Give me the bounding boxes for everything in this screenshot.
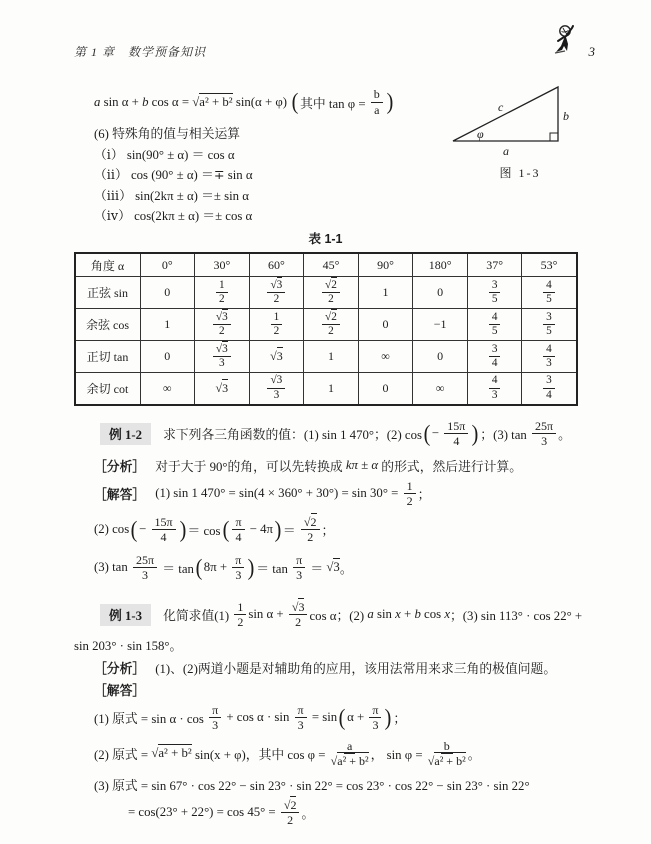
- fraction-denominator: 2: [219, 325, 225, 338]
- fraction-numerator: [267, 375, 285, 389]
- table-cell: [304, 341, 359, 373]
- math-token: ；(3) sin 113° · cos 22° +: [450, 609, 583, 624]
- fraction-denominator: 3: [546, 357, 552, 370]
- table-cell: [522, 373, 577, 405]
- table-cell: [358, 341, 413, 373]
- table-row-label: 余弦 cos: [75, 309, 141, 341]
- fraction-numerator: π: [232, 554, 244, 569]
- fraction: [322, 280, 340, 307]
- fraction-numerator: 15π: [444, 420, 468, 435]
- math-variable: kπ ± α: [345, 458, 379, 473]
- list-item-iii: （ⅲ） sin(2kπ ± α) ＝± sin α: [94, 188, 249, 203]
- table-cell: [140, 373, 195, 405]
- table-cell: [413, 277, 468, 309]
- fraction-denominator: 3: [219, 357, 225, 370]
- math-token: −: [139, 522, 150, 537]
- math-token: 求下列各三角函数的值：(1) sin 1 470°；(2) cos: [163, 428, 422, 443]
- math-variable: a: [367, 607, 374, 622]
- math-token: 8π +: [203, 560, 231, 575]
- table-cell: [358, 373, 413, 405]
- triangle-label-a: a: [503, 144, 509, 158]
- fraction-denominator: 3: [273, 389, 280, 402]
- radicand: 2: [310, 514, 317, 529]
- fraction-numerator: [322, 312, 340, 326]
- radicand: 3: [276, 374, 283, 387]
- math-token: = sin: [308, 710, 338, 725]
- radicand: 3: [333, 560, 340, 575]
- fraction-numerator: 1: [271, 312, 283, 326]
- fraction: [209, 704, 221, 732]
- table-cell: [413, 373, 468, 405]
- fraction-numerator: π: [295, 704, 307, 719]
- radical: √3: [270, 278, 283, 291]
- fraction-denominator: 2: [273, 325, 280, 338]
- math-token: sin: [373, 607, 396, 622]
- chapter-title: 第 1 章 数学预备知识: [74, 45, 207, 59]
- math-token: (1) 原式 = sin α · cos: [94, 712, 208, 727]
- fraction: [267, 375, 285, 402]
- fraction-numerator: π: [293, 554, 305, 569]
- solution-step: [155, 480, 430, 508]
- table-cell: [140, 277, 195, 309]
- radical: √2: [325, 278, 337, 291]
- math-token: 0: [164, 285, 171, 300]
- fraction: [293, 554, 305, 582]
- radical: √3: [215, 381, 229, 396]
- fraction-denominator: 2: [295, 615, 302, 630]
- fraction-numerator: [267, 280, 285, 294]
- fraction-numerator: 3: [489, 280, 501, 294]
- radical: √3: [215, 310, 228, 323]
- fraction: [234, 601, 246, 629]
- fraction: [289, 601, 308, 629]
- math-token: sin α +: [248, 607, 287, 622]
- triangle-label-phi: φ: [477, 127, 484, 141]
- analysis-label: ［分析］: [94, 662, 146, 677]
- table-cell: [467, 309, 522, 341]
- table-cell: [249, 309, 304, 341]
- radical: √3: [270, 349, 283, 364]
- table-row: [75, 277, 577, 309]
- math-token: 0: [382, 317, 389, 332]
- fraction-denominator: [428, 754, 466, 768]
- radical: √a² + b²: [151, 746, 192, 761]
- table-cell: [304, 309, 359, 341]
- fraction-denominator: 3: [235, 568, 242, 583]
- math-token: 0: [437, 349, 444, 364]
- fraction: [232, 554, 244, 582]
- math-token: sin(α + φ): [232, 94, 291, 109]
- page-number: 3: [588, 44, 595, 59]
- math-token: 。: [339, 562, 353, 577]
- math-token: (3) tan: [94, 560, 131, 575]
- math-token: +: [400, 607, 415, 622]
- table-cell: [249, 373, 304, 405]
- math-token: −: [431, 426, 443, 441]
- table-row: [75, 341, 577, 373]
- fraction-numerator: 3: [543, 312, 555, 326]
- fraction: [543, 312, 555, 339]
- fraction-denominator: 4: [160, 530, 167, 545]
- fraction: [295, 704, 307, 732]
- fraction-numerator: b: [371, 88, 383, 103]
- math-token: 0: [164, 349, 171, 364]
- math-token: cos α；(2): [309, 609, 368, 624]
- table-cell: [522, 277, 577, 309]
- math-token: 1: [164, 317, 171, 332]
- fraction-numerator: 4: [489, 312, 501, 326]
- fraction: [267, 280, 285, 307]
- radical: √3: [215, 342, 228, 355]
- math-token: ∞: [435, 381, 445, 396]
- table-col-header: 90°: [358, 253, 413, 277]
- fraction: [532, 420, 556, 448]
- table-cell: [140, 341, 195, 373]
- fraction-numerator: 1: [404, 480, 416, 495]
- triangle-label-b: b: [563, 109, 569, 123]
- example-1-3-solution-1: (1) 原式 = sin α · cos $\frac{\pi}{3}$ + cos α · sin $\frac{\pi}{3}$ = sin ( α + $\frac{\pi}{3}$ ) ；: [94, 702, 407, 733]
- math-token: (3) 原式 = sin 67° · cos 22° − sin 23° · sin 22° = cos 23° · cos 22° − sin 23° · sin 22°: [94, 779, 530, 794]
- fraction-numerator: 3: [489, 344, 501, 358]
- fraction-numerator: 25π: [133, 554, 157, 569]
- example-1-2-solution-1: [94, 477, 651, 511]
- fraction-numerator: [301, 516, 320, 531]
- example-1-2-solution-2: (2) cos ( − $\frac{15\pi}{4}$ ) ＝ cos ( $\frac{\pi}{4}$ − 4π ) ＝ $\frac{√2}{2}$ ；: [94, 514, 335, 545]
- fraction-numerator: π: [209, 704, 221, 719]
- dancer-icon: [553, 24, 575, 60]
- radicand: 3: [276, 349, 283, 364]
- radical: √a² + b²: [192, 94, 233, 109]
- math-token: 1: [382, 285, 389, 300]
- table-title: 表 1-1: [308, 231, 343, 246]
- fraction: [331, 740, 369, 768]
- math-token: 1: [327, 349, 334, 364]
- fraction: [301, 516, 320, 544]
- math-token: α +: [347, 710, 368, 725]
- fraction-numerator: b: [441, 740, 453, 755]
- fraction-numerator: π: [369, 704, 381, 719]
- example-1-3-analysis: [94, 657, 651, 679]
- math-token: 的形式，然后进行计算。: [378, 460, 523, 475]
- radical: √a² + b²: [330, 754, 369, 769]
- table-row-label: 余切 cot: [75, 373, 141, 405]
- table-cell: [195, 277, 250, 309]
- radical: √3: [270, 374, 283, 387]
- fraction: [152, 516, 176, 544]
- example-1-2-solution-3: (3) tan $\frac{25\pi}{3}$ ＝ tan ( 8π + $\frac{\pi}{3}$ ) ＝ tan $\frac{\pi}{3}$ ＝ √3 。: [94, 552, 353, 583]
- figure-1-3: [445, 84, 595, 181]
- table-cell: [358, 277, 413, 309]
- radicand: 2: [331, 310, 337, 323]
- math-variable: x: [444, 607, 450, 622]
- example-1-2: [100, 415, 651, 453]
- radicand: 3: [222, 342, 228, 355]
- table-cell: [413, 341, 468, 373]
- fraction: [133, 554, 157, 582]
- fraction-denominator: 3: [541, 434, 548, 449]
- fraction-denominator: 4: [453, 434, 460, 449]
- list-heading: (6) 特殊角的值与相关运算: [94, 127, 241, 141]
- auxiliary-angle-formula: a sin α + b cos α = √a² + b² sin(α + φ) ( 其中 tan φ = $\frac{b}{a}$ ): [94, 86, 394, 117]
- math-token: 。: [301, 807, 315, 822]
- example-1-3-statement-continued: sin 203° · sin 158°。: [74, 638, 183, 653]
- fraction-numerator: π: [232, 516, 244, 531]
- fraction: [213, 312, 231, 339]
- table-header-row: [75, 253, 577, 277]
- fraction-numerator: [281, 799, 300, 814]
- math-token: ＝: [282, 524, 299, 539]
- fraction-denominator: 2: [219, 293, 225, 306]
- fraction-numerator: 3: [543, 375, 555, 389]
- table-col-header: 180°: [413, 253, 468, 277]
- math-token: (2) cos: [94, 522, 130, 537]
- example-1-3-solution-2: [94, 735, 651, 773]
- fraction-numerator: 25π: [532, 420, 556, 435]
- table-row-label: 正弦 sin: [75, 277, 141, 309]
- fraction: [271, 312, 283, 339]
- fraction-denominator: 2: [307, 530, 314, 545]
- fraction-denominator: 3: [142, 568, 149, 583]
- fraction: [489, 344, 501, 371]
- fraction: [213, 344, 231, 371]
- math-token: 化简求值(1): [163, 609, 233, 624]
- table-col-header: 0°: [140, 253, 195, 277]
- math-token: 对于大于 90°的角，可以先转换成: [155, 460, 346, 475]
- fraction-denominator: 5: [546, 325, 552, 338]
- example-1-3-solution-3-continued: [128, 797, 651, 829]
- table-cell: [195, 373, 250, 405]
- table-row: [75, 309, 577, 341]
- radicand: 3: [222, 310, 228, 323]
- math-token: 0: [437, 285, 444, 300]
- fraction-denominator: 2: [328, 293, 334, 306]
- fraction: [543, 344, 555, 371]
- fraction-numerator: 4: [543, 344, 555, 358]
- fraction: [369, 704, 381, 732]
- math-token: 1: [327, 381, 334, 396]
- math-token: ＝ tan: [159, 562, 194, 577]
- radicand: a² + b²: [434, 754, 466, 769]
- math-token: + cos α · sin: [223, 710, 293, 725]
- table-col-header: 60°: [249, 253, 304, 277]
- fraction: [428, 740, 466, 768]
- fraction-denominator: 5: [491, 293, 498, 306]
- math-token: (1) sin 1 470° = sin(4 × 360° + 30°) = sin 30° =: [155, 486, 402, 501]
- math-token: 。: [558, 428, 571, 443]
- fraction-numerator: [213, 312, 231, 326]
- fraction-denominator: a: [374, 102, 380, 117]
- fraction-denominator: 2: [287, 813, 294, 828]
- fraction-denominator: 4: [546, 389, 552, 402]
- list-item-ii: （ⅱ） cos (90° ± α) ＝∓ sin α: [94, 168, 253, 183]
- example-1-3-answer-label-row: [94, 679, 651, 701]
- math-token: ＝ tan: [256, 562, 292, 577]
- trig-values-table: [74, 252, 578, 406]
- table-cell: [140, 309, 195, 341]
- radical: √3: [291, 599, 305, 614]
- fraction-denominator: 2: [273, 293, 280, 306]
- fraction-denominator: 3: [297, 718, 304, 733]
- radicand: 3: [298, 599, 305, 614]
- radical: √3: [326, 560, 340, 575]
- radicand: a² + b²: [158, 746, 192, 761]
- answer-label: ［解答］: [94, 488, 146, 503]
- fraction-denominator: 3: [212, 718, 219, 733]
- fraction: [489, 280, 501, 307]
- math-token: ；: [321, 524, 335, 539]
- math-variable: b: [142, 94, 149, 109]
- fraction: [404, 480, 416, 508]
- fraction-denominator: 4: [235, 530, 242, 545]
- example-1-2-analysis: [94, 455, 651, 477]
- example-statement: [163, 601, 582, 629]
- fraction-denominator: 2: [237, 615, 244, 630]
- math-token: = cos(23° + 22°) = cos 45° =: [128, 805, 279, 820]
- table-cell: [249, 341, 304, 373]
- fraction-denominator: [331, 754, 369, 768]
- fraction-denominator: 3: [372, 718, 379, 733]
- table-cell: [249, 277, 304, 309]
- math-token: − 4π: [246, 522, 273, 537]
- table-cell: [467, 277, 522, 309]
- fraction-denominator: 3: [296, 568, 303, 583]
- example-badge: 例 1-2: [100, 423, 151, 445]
- fraction-denominator: 5: [546, 293, 552, 306]
- radicand: 3: [222, 381, 229, 396]
- radical: √2: [283, 797, 297, 812]
- table-cell: [304, 277, 359, 309]
- page-header: [0, 0, 651, 60]
- analysis-text: (1)、(2)两道小题是对辅助角的应用，该用法常用来求三角的极值问题。: [155, 662, 557, 677]
- fraction: [489, 375, 501, 402]
- radical: √2: [303, 514, 317, 529]
- triangle-label-c: c: [498, 100, 504, 114]
- radicand: a² + b²: [337, 754, 369, 769]
- fraction: [543, 375, 555, 402]
- table-cell: [413, 309, 468, 341]
- table-cell: [522, 309, 577, 341]
- table-col-header: 53°: [522, 253, 577, 277]
- example-1-3-solution-3: [94, 773, 651, 797]
- fraction: [216, 280, 228, 307]
- table-row-label: 正切 tan: [75, 341, 141, 373]
- math-token: ；: [417, 488, 431, 503]
- math-token: 。: [467, 748, 481, 763]
- math-token: −1: [433, 317, 447, 332]
- fraction-denominator: 3: [491, 389, 498, 402]
- analysis-label: ［分析］: [94, 460, 146, 475]
- fraction-numerator: [322, 280, 340, 294]
- table-cell: [467, 373, 522, 405]
- table-col-header: 30°: [195, 253, 250, 277]
- fraction: [281, 799, 300, 827]
- fraction-denominator: 4: [491, 357, 498, 370]
- math-token: cos α =: [148, 94, 193, 109]
- table-cell: [304, 373, 359, 405]
- table-col-header: 37°: [467, 253, 522, 277]
- radical: √2: [325, 310, 337, 323]
- fraction: [322, 312, 340, 339]
- fraction-denominator: 2: [406, 494, 413, 509]
- table-cell: [358, 309, 413, 341]
- fraction-numerator: 15π: [152, 516, 176, 531]
- fraction-denominator: 5: [491, 325, 498, 338]
- math-token: (2) 原式 =: [94, 748, 152, 763]
- fraction-numerator: 1: [234, 601, 246, 616]
- radicand: a² + b²: [199, 94, 233, 109]
- fraction-numerator: a: [344, 740, 355, 755]
- fraction: [444, 420, 468, 448]
- math-token: 0: [382, 381, 389, 396]
- list-item-iv: （ⅳ） cos(2kπ ± α) ＝± cos α: [94, 209, 253, 224]
- math-token: ∞: [163, 381, 172, 396]
- table-row: [75, 373, 577, 405]
- fraction-numerator: [289, 601, 308, 616]
- math-token: ， sin φ =: [370, 748, 426, 763]
- math-token: sin α +: [100, 94, 143, 109]
- math-variable: x: [395, 607, 401, 622]
- table-cell: [195, 309, 250, 341]
- fraction-numerator: 1: [216, 280, 228, 294]
- table-cell: [467, 341, 522, 373]
- example-badge: 例 1-3: [100, 604, 151, 626]
- math-variable: b: [414, 607, 421, 622]
- math-token: 其中 tan φ =: [300, 96, 369, 111]
- header-right: [553, 24, 596, 60]
- figure-caption: 图 1-3: [499, 166, 541, 180]
- answer-label: ［解答］: [94, 684, 146, 699]
- radicand: 2: [331, 278, 337, 291]
- fraction-numerator: 4: [489, 375, 501, 389]
- fraction: [489, 312, 501, 339]
- radical: √a² + b²: [427, 754, 466, 769]
- fraction: [543, 280, 555, 307]
- math-token: ；(3) tan: [480, 428, 531, 443]
- right-triangle-diagram: [450, 84, 590, 158]
- analysis-text: [155, 456, 522, 475]
- table-cell: [195, 341, 250, 373]
- table-corner-header: 角度 α: [75, 253, 141, 277]
- math-token: cos: [420, 607, 445, 622]
- radicand: 3: [276, 278, 283, 291]
- math-token: ∞: [381, 349, 390, 364]
- radicand: 2: [290, 797, 297, 812]
- math-token: ＝ cos: [187, 524, 221, 539]
- table-col-header: 45°: [304, 253, 359, 277]
- fraction-denominator: 2: [328, 325, 334, 338]
- list-item-i: （ⅰ） sin(90° ± α) ＝ cos α: [94, 147, 235, 162]
- math-token: sin(x + φ)，其中 cos φ =: [191, 748, 329, 763]
- math-variable: a: [94, 94, 101, 109]
- math-token: ＝: [307, 562, 327, 577]
- table-cell: [522, 341, 577, 373]
- example-1-3: [100, 596, 651, 634]
- fraction-numerator: 4: [543, 280, 555, 294]
- fraction-numerator: [213, 344, 231, 358]
- fraction: [371, 88, 383, 116]
- math-token: ；: [393, 712, 407, 727]
- fraction: [232, 516, 244, 544]
- example-statement: 求下列各三角函数的值：(1) sin 1 470°；(2) cos ( − $\frac{15\pi}{4}$ ) ；(3) tan $\frac{25\pi}{3}$ 。: [163, 418, 571, 449]
